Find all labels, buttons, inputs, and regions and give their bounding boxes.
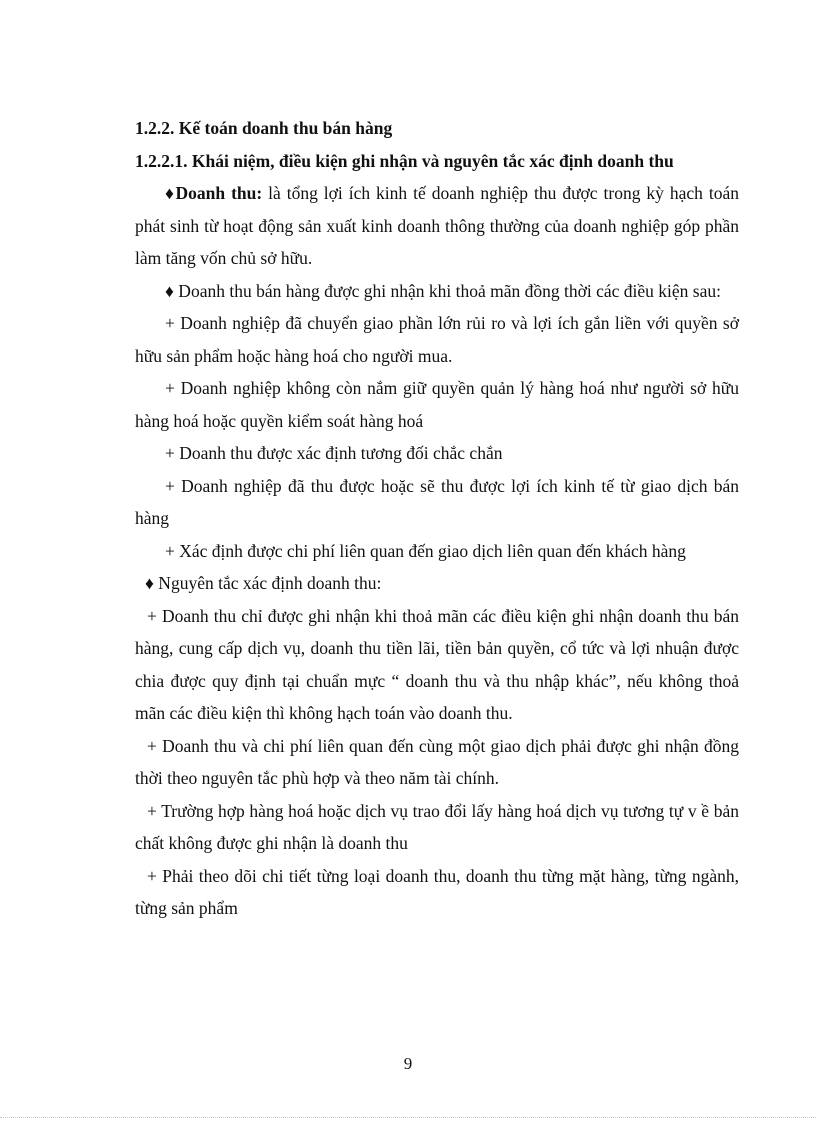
subsection-heading: 1.2.2.1. Khái niệm, điều kiện ghi nhận và nguyên tắc xác định doanh thu [135,150,674,171]
recognition-condition: + Doanh thu được xác định tương đối chắc chắn [165,443,503,463]
principles-intro: ♦ Nguyên tắc xác định doanh thu: [145,573,382,593]
page-number: 9 [403,1054,413,1073]
principle-item: + Trường hợp hàng hoá hoặc dịch vụ trao đổi lấy hàng hoá dịch vụ tương tự v ề bản chất không được ghi nhận là doanh thu [135,800,739,853]
section-heading: 1.2.2. Kế toán doanh thu bán hàng [135,118,393,138]
recognition-condition: + Xác định được chi phí liên quan đến giao dịch liên quan đến khách hàng [165,540,686,561]
recognition-condition: + Doanh nghiệp đã thu được hoặc sẽ thu được lợi ích kinh tế từ giao dịch bán hàng [135,475,739,528]
recognition-condition: + Doanh nghiệp đã chuyển giao phần lớn rủi ro và lợi ích gắn liền với quyền sở hữu sản phẩm hoặc hàng hoá cho người mua. [135,313,739,366]
recognition-condition: + Doanh nghiệp không còn nắm giữ quyền quản lý hàng hoá như người sở hữu hàng hoá hoặc quyền kiểm soát hàng hoá [135,378,739,431]
definition-label: ♦Doanh thu: [165,183,263,203]
principle-item: + Doanh thu chỉ được ghi nhận khi thoả mãn các điều kiện ghi nhận doanh thu bán hàng, cung cấp dịch vụ, doanh thu tiền lãi, tiền bản quyền, cổ tức và lợi nhuận được chia được quy định tại chuẩn mực “ doanh thu và thu nhập khác”, nếu không thoả mãn các điều kiện thì không hạch toán vào doanh thu. [135,605,739,723]
page-content [135,112,739,925]
principle-item: + Phải theo dõi chi tiết từng loại doanh thu, doanh thu từng mặt hàng, từng ngành, từng sản phẩm [135,865,739,918]
principle-item: + Doanh thu và chi phí liên quan đến cùng một giao dịch phải được ghi nhận đồng thời theo nguyên tắc phù hợp và theo năm tài chính. [135,735,739,788]
recognition-intro: ♦ Doanh thu bán hàng được ghi nhận khi thoả mãn đồng thời các điều kiện sau: [165,280,721,301]
definition-text: là tổng lợi ích kinh tế doanh nghiệp thu được trong kỳ hạch toán phát sinh từ hoạt động sản xuất kinh doanh thông thường của doanh nghiệp góp phần làm tăng vốn chủ sở hữu. [135,183,739,268]
definition-paragraph [135,177,739,275]
footer-divider [0,1117,816,1118]
